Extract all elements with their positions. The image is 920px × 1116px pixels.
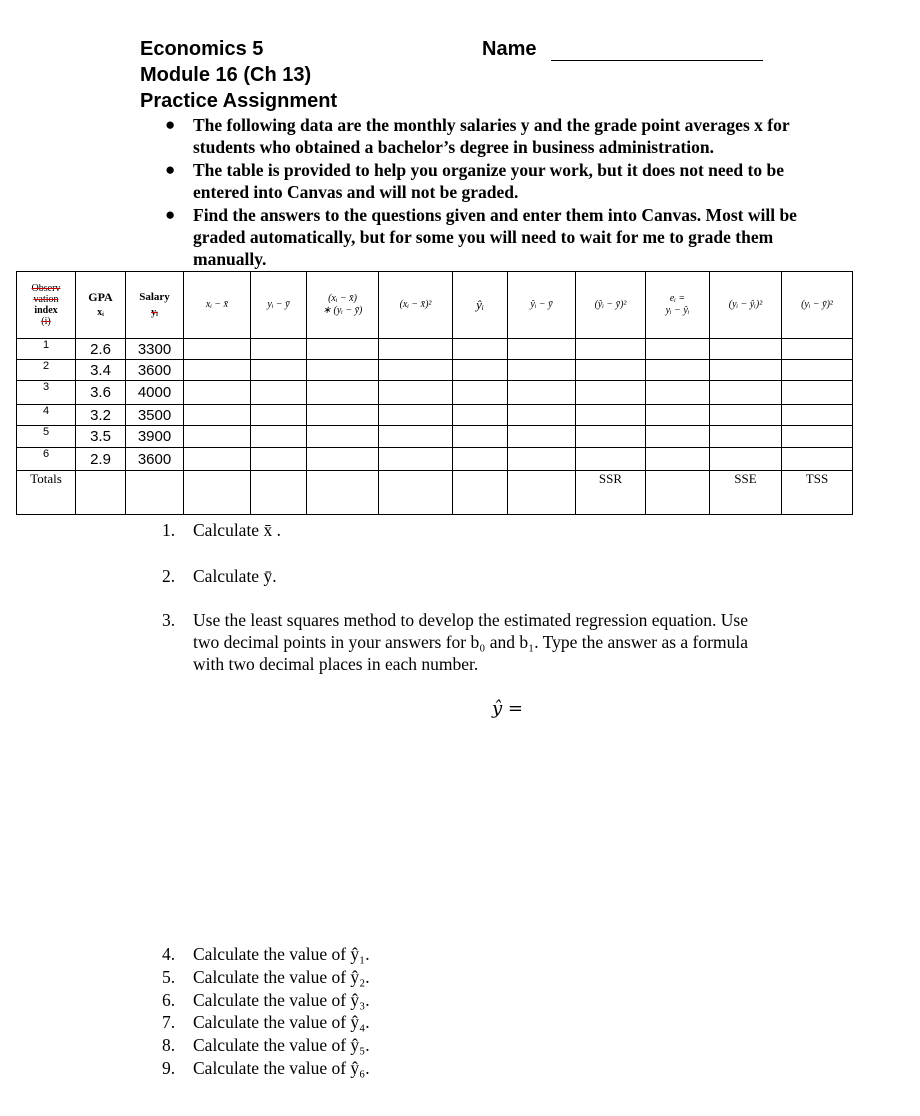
ssr-label: SSR [576, 471, 646, 515]
module-title: Module 16 (Ch 13) [140, 64, 312, 86]
instruction-item: ● The following data are the monthly salaries y and the grade point averages x for students who obtained a bachelor’s degree in business administration. [165, 115, 790, 157]
bullet-icon: ● [165, 115, 176, 134]
totals-label: Totals [17, 471, 76, 515]
header-y-deviation: yᵢ − ȳ [251, 272, 307, 339]
assignment-title: Practice Assignment [140, 90, 338, 112]
tss-label: TSS [782, 471, 853, 515]
name-blank-line [551, 60, 763, 61]
table-row: 1 2.6 3300 [17, 339, 853, 360]
bullet-icon: ● [165, 205, 176, 224]
header-yhat-dev-squared: (ŷᵢ − ȳ)² [576, 272, 646, 339]
name-label: Name [482, 38, 537, 60]
course-title: Economics 5 [140, 38, 264, 60]
header-cross-product: (xᵢ − x̄) ∗ (yᵢ − ȳ) [307, 272, 379, 339]
totals-row [17, 471, 853, 515]
header-residual: eᵢ = yᵢ − ŷᵢ [646, 272, 710, 339]
header-obs-index: Observ vation index (i) [17, 272, 76, 339]
table-row: 4 3.2 3500 [17, 405, 853, 426]
table-row: 6 2.9 3600 [17, 448, 853, 471]
worksheet-table [16, 271, 853, 515]
table-row: 3 3.6 4000 [17, 381, 853, 405]
header-salary: Salary yᵢ [126, 272, 184, 339]
regression-equation: ŷ = [492, 698, 523, 719]
table-row: 2 3.4 3600 [17, 360, 853, 381]
header-row [17, 272, 853, 339]
header-y-hat: ŷᵢ [453, 272, 508, 339]
instructions-list [160, 114, 840, 271]
header-x-deviation: xᵢ − x̄ [184, 272, 251, 339]
instruction-item: ● The table is provided to help you organize your work, but it does not need to be entered into Canvas and will not be graded. [165, 160, 784, 202]
header-total-dev-squared: (yᵢ − ȳ)² [782, 272, 853, 339]
header-x-dev-squared: (xᵢ − x̄)² [379, 272, 453, 339]
sse-label: SSE [710, 471, 782, 515]
header-residual-squared: (yᵢ − ŷᵢ)² [710, 272, 782, 339]
instruction-item: ● Find the answers to the questions given and enter them into Canvas. Most will be graded automatically, but for some you will need to wait for me to grade them manually. [165, 205, 797, 269]
bullet-icon: ● [165, 160, 176, 179]
header-yhat-deviation: ŷᵢ − ȳ [508, 272, 576, 339]
table-row: 5 3.5 3900 [17, 426, 853, 448]
header-gpa: GPA xᵢ [76, 272, 126, 339]
